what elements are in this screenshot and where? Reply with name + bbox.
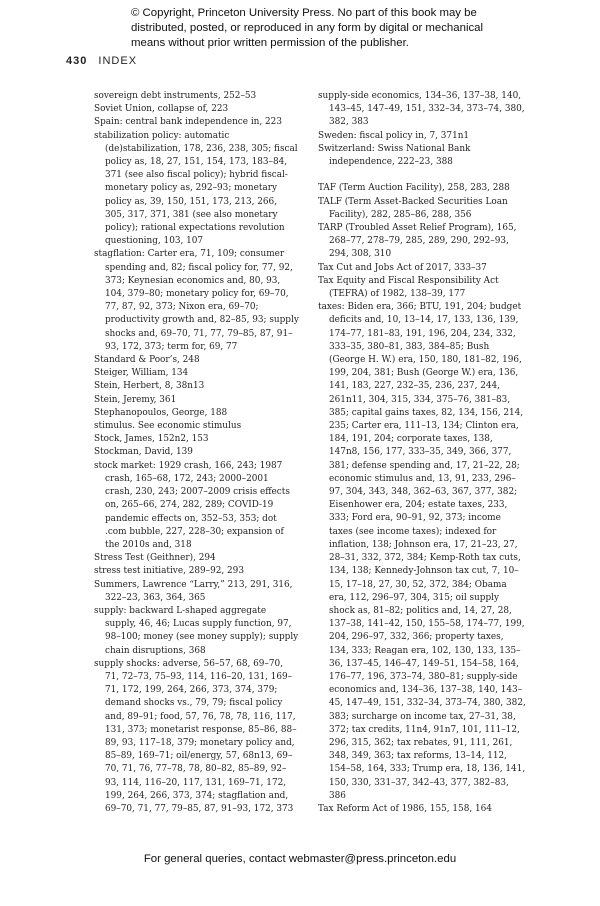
index-entry: supply-side economics, 134–36, 137–38, 140, 143–45, 147–49, 151, 332–34, 373–74, 380, 382, 383 [318, 91, 525, 128]
index-entry: Sweden: fiscal policy in, 7, 371n1 [318, 130, 470, 141]
index-entry: Tax Cut and Jobs Act of 2017, 333–37 [318, 262, 487, 273]
index-entry: TARP (Troubled Asset Relief Program), 165, 268–77, 278–79, 285, 289, 290, 292–93, 294, 308, 310 [318, 223, 517, 260]
copyright-line: © Copyright, Princeton University Press. No part of this book may be [131, 7, 477, 19]
index-entry: Stephanopoulos, George, 188 [94, 407, 228, 418]
index-entry: stimulus. See economic stimulus [94, 421, 242, 432]
index-entry: Soviet Union, collapse of, 223 [94, 104, 229, 115]
index-entry: Summers, Lawrence “Larry,” 213, 291, 316, 322–23, 363, 364, 365 [94, 579, 293, 603]
index-column-left [94, 90, 299, 816]
index-entry: Stock, James, 152n2, 153 [94, 434, 209, 445]
running-head [66, 55, 137, 67]
index-entry: Tax Reform Act of 1986, 155, 158, 164 [318, 803, 492, 814]
index-entry: Stockman, David, 139 [94, 447, 193, 458]
footer-contact: For general queries, contact webmaster@press.princeton.edu [143, 853, 457, 865]
index-entry: TAF (Term Auction Facility), 258, 283, 288 [318, 183, 510, 194]
index-entry: Switzerland: Swiss National Bank independence, 222–23, 388 [318, 143, 471, 168]
index-entry: Stein, Jeremy, 361 [94, 394, 177, 405]
index-entry: supply shocks: adverse, 56–57, 68, 69–70, 71, 72–73, 75–93, 114, 116–20, 131, 169–71, 172, 199, 264, 266, 373, 374, 379; demand shocks vs., 79, 79; fiscal policy and, 89–91; food, 57, 76, 78, 78, 116, 117, 131, 373; monetarist response, 85–86, 88–89, 93, 117–18, 379; monetary policy and, 85–89, 169–71; oil/energy, 57, 68n13, 69–70, 71, 76, 77–78, 78, 80–82, 85–89, 92–93, 114, 116–20, 117, 131, 169–71, 172, 199, 264, 266, 373, 374; stagflation and, 69–70, 71, 77, 79–85, 87, 91–93, 172, 373 [94, 658, 297, 814]
index-entry: sovereign debt instruments, 252–53 [94, 91, 257, 101]
index-entry: taxes: Biden era, 366; BTU, 191, 204; budget deficits and, 10, 13–14, 17, 133, 136, 139, 174–77, 181–83, 191, 196, 204, 234, 332, 333–35, 380–81, 383, 384–85; Bush (George H. W.) era, 150, 180, 181–82, 196, 199, 204, 381; Bush (George W.) era, 136, 141, 183, 227, 232–35, 236, 237, 244, 261n11, 304, 315, 334, 375–76, 381–83, 385; capital gains taxes, 82, 134, 156, 214, 235; Carter era, 111–13, 134; Clinton era, 184, 191, 204; corporate taxes, 138, 147n8, 156, 177, 333–35, 349, 366, 377, 381; defense spending and, 17, 21–22, 28; economic stimulus and, 13, 91, 233, 296–97, 304, 343, 348, 362–63, 367, 377, 382; Eisenhower era, 204; estate taxes, 233, 333; Ford era, 90–91, 92, 373; income taxes (see income taxes); indexed for inflation, 138; Johnson era, 17, 21–23, 27, 28–31, 332, 372, 384; Kemp-Roth tax cuts, 134, 138; Kennedy-Johnson tax cut, 7, 10–15, 17–18, 27, 30, 52, 372, 384; Obama era, 112, 296–97, 304, 315; oil supply shock as, 81–82; politics and, 14, 27, 28, 137–38, 141–42, 150, 155–58, 174–77, 199, 204, 296–97, 332, 366; property taxes, 134, 333; Reagan era, 102, 130, 133, 135–36, 137–45, 146–47, 149–51, 154–58, 164, 176–77, 196, 373–74, 380–81; supply-side economics and, 134–36, 137–38, 140, 143–45, 147–49, 151, 332–34, 373–74, 380, 382, 383; surcharge on income tax, 27–31, 38, 372; tax credits, 11n4, 91n7, 101, 111–12, 296, 315, 362; tax rebates, 91, 111, 261, 348, 349, 363; tax reforms, 13–14, 112, 154–58, 164, 333; Trump era, 18, 136, 141, 150, 330, 331–37, 342–43, 377, 382–83, 386 [318, 302, 526, 801]
index-entry: Steiger, William, 134 [94, 368, 189, 379]
copyright-line: distributed, posted, or reproduced in any form by digital or mechanical [131, 22, 484, 34]
index-entry: supply: backward L-shaped aggregate supply, 46, 46; Lucas supply function, 97, 98–100; money (see money supply); supply chain disruptions, 368 [94, 605, 299, 656]
copyright-notice [131, 6, 491, 51]
index-entry: stagflation: Carter era, 71, 109; consumer spending and, 82; fiscal policy for, 77, 92, 373; Keynesian economics and, 80, 93, 104, 379–80; monetary policy for, 69–70, 77, 87, 92, 373; Nixon era, 69–70; productivity growth and, 82–85, 93; supply shocks and, 69–70, 71, 77, 79–85, 87, 91–93, 172, 373; term for, 69, 77 [94, 249, 299, 352]
index-entry: Stress Test (Geithner), 294 [94, 553, 216, 564]
index-entry: stock market: 1929 crash, 166, 243; 1987 crash, 165–68, 172, 243; 2000–2001 crash, 230, 243; 2007–2009 crisis effects on, 265–66, 274, 282, 289; COVID-19 pandemic effects on, 352–53, 353; dot .com bubble, 227, 228–30; expansion of the 2010s and, 318 [94, 460, 290, 550]
index-entry: Tax Equity and Fiscal Responsibility Act (TEFRA) of 1982, 138–39, 177 [318, 275, 499, 300]
copyright-line: means without prior written permission of the publisher. [131, 37, 409, 49]
section-title: INDEX [98, 55, 138, 67]
index-entry: Standard & Poor’s, 248 [94, 355, 200, 366]
index-entry: stabilization policy: automatic (de)stabilization, 178, 236, 238, 305; fiscal policy as, 18, 27, 151, 154, 173, 183–84, 371 (see also fiscal policy); hybrid fiscal-monetary policy as, 292–93; monetary policy as, 39, 150, 151, 173, 213, 266, 305, 317, 371, 381 (see also monetary policy); rational expectations revolution questioning, 103, 107 [94, 130, 298, 247]
index-entry: TALF (Term Asset-Backed Securities Loan Facility), 282, 285–86, 288, 356 [318, 196, 508, 220]
page-number: 430 [66, 55, 88, 67]
index-entry: Stein, Herbert, 8, 38n13 [94, 381, 205, 392]
index-entry: stress test initiative, 289–92, 293 [94, 566, 244, 577]
index-entry: Spain: central bank independence in, 223 [94, 117, 282, 128]
index-column-right [318, 90, 526, 816]
